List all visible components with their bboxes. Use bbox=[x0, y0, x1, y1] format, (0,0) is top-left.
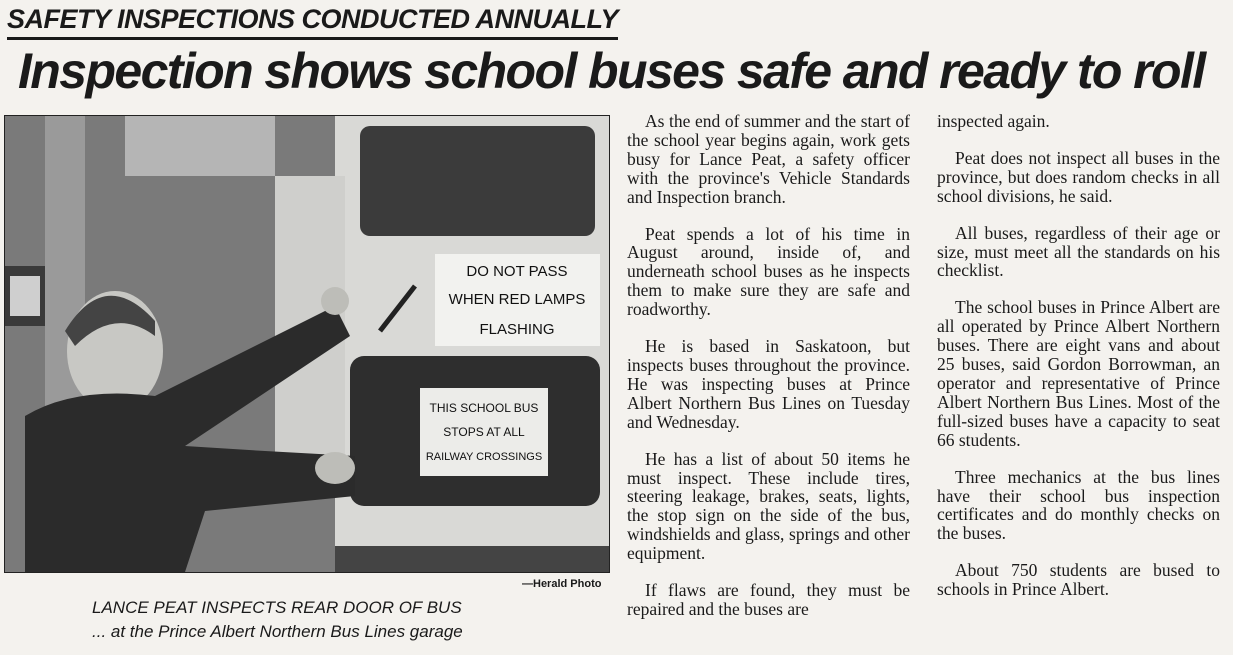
paragraph: If flaws are found, they must be repaired and the buses are bbox=[627, 580, 910, 619]
sign-bottom-line1: THIS SCHOOL BUS bbox=[429, 401, 539, 415]
paragraph: He is based in Saskatoon, but inspects buses throughout the province. He was inspecting buses at Prince Albert Northern Bus Lines on Tuesday and Wednesday. bbox=[627, 336, 910, 432]
sign-top-line3: FLASHING bbox=[479, 321, 555, 338]
photo-cutline bbox=[92, 596, 463, 644]
paragraph: About 750 students are bused to schools in Prince Albert. bbox=[937, 560, 1220, 600]
sign-top-line2: WHEN RED LAMPS bbox=[448, 291, 586, 308]
paragraph: He has a list of about 50 items he must inspect. These include tires, steering leakage, brakes, seats, lights, the stop sign on the side of the bus, windshields and glass, springs and other equipment. bbox=[627, 448, 910, 564]
article-column-1 bbox=[627, 112, 910, 637]
paragraph: Three mechanics at the bus lines have their school bus inspection certificates and do monthly checks on the buses. bbox=[937, 466, 1220, 544]
paragraph: inspected again. bbox=[937, 111, 1050, 131]
main-headline: Inspection shows school buses safe and ready to roll bbox=[18, 43, 1205, 99]
paragraph: The school buses in Prince Albert are all operated by Prince Albert Northern buses. There are eight vans and about 25 buses, said Gordon Borrowman, an operator and representative of Prince Albert Northern Bus Lines. Most of the full-sized buses have a capacity to seat 66 students. bbox=[937, 297, 1220, 450]
kicker-headline: SAFETY INSPECTIONS CONDUCTED ANNUALLY bbox=[7, 2, 618, 40]
news-photo bbox=[4, 115, 610, 573]
sign-bottom-line2: STOPS AT ALL bbox=[443, 425, 525, 439]
article-column-2 bbox=[937, 112, 1220, 617]
paragraph: As the end of summer and the start of the school year begins again, work gets busy for Lance Peat, a safety officer with the province's Vehicle Standards and Inspection branch. bbox=[627, 111, 910, 207]
cutline-line1: LANCE PEAT INSPECTS REAR DOOR OF BUS bbox=[92, 598, 462, 617]
paragraph: Peat does not inspect all buses in the province, but does random checks in all school divisions, he said. bbox=[937, 147, 1220, 206]
paragraph: Peat spends a lot of his time in August around, inside of, and underneath school buses as he inspects them to make sure they are safe and roadworthy. bbox=[627, 223, 910, 320]
sign-top-line1: DO NOT PASS bbox=[466, 263, 568, 280]
photo-credit: —Herald Photo bbox=[522, 578, 602, 590]
photo-illustration bbox=[5, 116, 609, 572]
cutline-line2: ... at the Prince Albert Northern Bus Lines garage bbox=[92, 622, 463, 641]
sign-bottom-line3: RAILWAY CROSSINGS bbox=[425, 451, 543, 463]
paragraph: All buses, regardless of their age or size, must meet all the standards on his checklist. bbox=[937, 222, 1220, 281]
